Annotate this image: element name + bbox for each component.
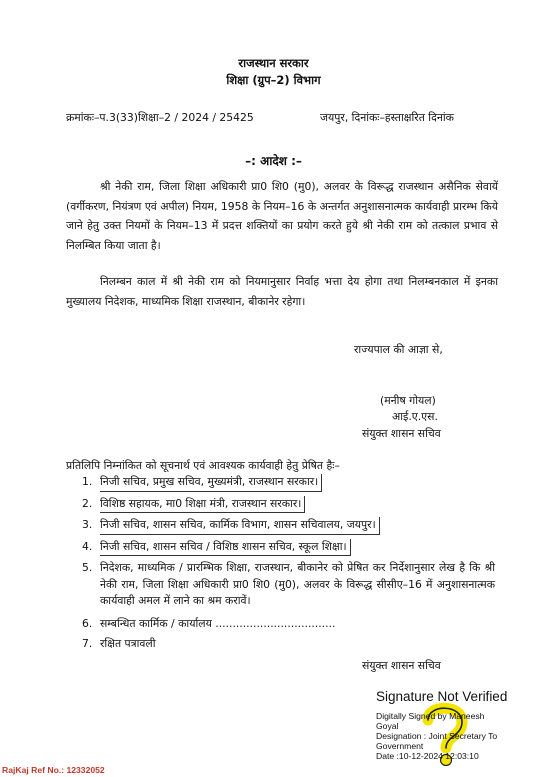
order-title: –: आदेश :– (245, 154, 302, 168)
list-item: 7. रक्षित पत्रावली (82, 637, 156, 650)
signer-designation-cont: Government (376, 741, 424, 751)
signature-status: Signature Not Verified (376, 689, 508, 704)
signer-designation: Designation : Joint Secretary To (376, 731, 498, 741)
signature-date: Date :10-12-2024 12:03:10 (376, 751, 479, 761)
signed-by-name: Goyal (376, 721, 399, 731)
rajkaj-ref-number: RajKaj Ref No.: 12332052 (2, 765, 105, 775)
copy-to-intro: प्रतिलिपि निम्नांकित को सूचनार्थ एवं आवश्यक कार्यवाही हेतु प्रेषित हैः– (66, 459, 340, 472)
governor-order-line: राज्यपाल की आज्ञा से, (354, 343, 443, 356)
list-item: 1. निजी सचिव, प्रमुख सचिव, मुख्यमंत्री, राजस्थान सरकार। (66, 474, 498, 492)
signed-by-line: Digitally Signed by Maneesh (376, 711, 485, 721)
list-item: 3. निजी सचिव, शासन सचिव, कार्मिक विभाग, शासन सचिवालय, जयपुर। (66, 517, 498, 535)
place-date: जयपुर, दिनांकः–हस्ताक्षरित दिनांक (320, 111, 454, 124)
order-paragraph-2 (66, 272, 498, 311)
list-item: 6. सम्बन्धित कार्मिक / कार्यालय ................................... (82, 616, 336, 630)
paragraph-2-text: निलम्बन काल में श्री नेकी राम को नियमानुसार निर्वाह भत्ता देय होगा तथा निलम्बनकाल में इनका मुख्यालय निदेशक, माध्यमिक शिक्षा राजस्थान, बीकानेर रहेगा। (66, 275, 498, 308)
list-item: 5. निदेशक, माध्यमिक / प्रारम्भिक शिक्षा, राजस्थान, बीकानेर को प्रेषित कर निर्देशानुसार लेख है कि श्री नेकी राम, जिला शिक्षा अधिकारी प्रा0 शि0 (मु0), अलवर के विरूद्ध सीसीए–16 में अनुशासनात्मक कार्यवाही अमल में लाने का श्रम करावें। (82, 561, 495, 607)
list-item: 4. निजी सचिव, शासन सचिव / विशिष्ठ शासन सचिव, स्कूल शिक्षा। (66, 539, 498, 557)
signatory-designation: संयुक्त शासन सचिव (362, 427, 441, 440)
order-paragraph-1 (66, 177, 498, 255)
signatory-service: आई.ए.एस. (392, 410, 438, 423)
copy-to-list (66, 474, 498, 657)
department-heading: शिक्षा (ग्रुप–2) विभाग (226, 73, 321, 87)
order-number: क्रमांकः–प.3(33)शिक्षा–2 / 2024 / 25425 (66, 111, 254, 124)
paragraph-1-text: श्री नेकी राम, जिला शिक्षा अधिकारी प्रा0 शि0 (मु0), अलवर के विरूद्ध राजस्थान असैनिक सेवायें (वर्गीकरण, नियंत्रण एवं अपील) नियम, 1958 के नियम–16 के अन्तर्गत अनुशासनात्मक कार्यवाही प्रारम्भ किये जाने हेतु उक्त नियमों के नियम–13 में प्रदत्त शक्तियों का प्रयोग करते हुये श्री नेकी राम को तत्काल प्रभाव से निलम्बित किया जाता है। (66, 180, 498, 252)
list-item: 2. विशिष्ठ सहायक, मा0 शिक्षा मंत्री, राजस्थान सरकार। (66, 496, 498, 514)
digital-signature-block (372, 686, 547, 762)
copy-signatory-designation: संयुक्त शासन सचिव (362, 659, 441, 672)
govt-heading: राजस्थान सरकार (238, 56, 309, 70)
signatory-name: (मनीष गोयल) (380, 394, 436, 407)
